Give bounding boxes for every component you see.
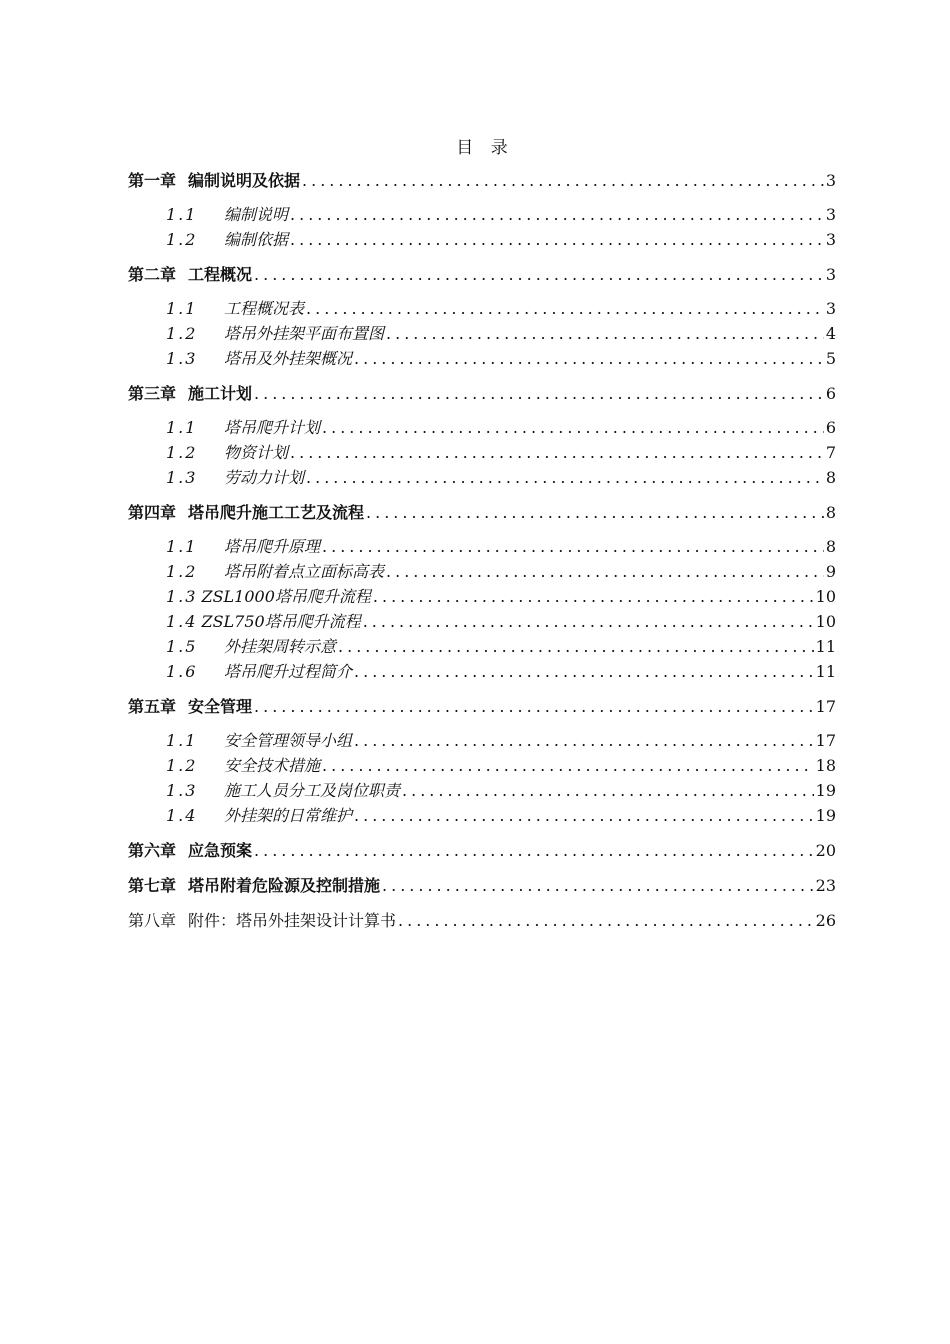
section-number: 1.4 [166,806,198,825]
dot-leader [254,838,814,863]
section-number: 1.3 [166,349,198,368]
page-number: 3 [825,171,836,190]
dot-leader [354,803,814,828]
page-number: 3 [825,230,836,249]
page-number: 23 [815,876,836,895]
toc-section-entry[interactable] [128,534,836,559]
toc-section-entry[interactable] [128,346,836,371]
dot-leader [322,534,824,559]
toc-section-entry[interactable] [128,584,836,609]
dot-leader [402,778,814,803]
section-number: 1.1 [166,418,198,437]
entry-title: 编制依据 [224,230,289,249]
section-number: 1.3 [166,587,198,606]
page-number: 7 [825,443,836,462]
entry-title: 编制说明及依据 [188,171,301,190]
entry-title: 塔吊附着点立面标高表 [224,562,385,581]
page-number: 11 [815,662,836,681]
dot-leader [290,227,824,252]
section-number: 1.1 [166,299,198,318]
dot-leader [386,559,824,584]
section-number: 1.3 [166,468,198,487]
dot-leader [322,753,814,778]
toc-section-entry[interactable] [128,634,836,659]
table-of-contents [128,168,836,933]
dot-leader [398,908,814,933]
page-number: 3 [825,205,836,224]
page-number: 5 [825,349,836,368]
section-number: 1.6 [166,662,198,681]
entry-title: 塔吊外挂架平面布置图 [224,324,385,343]
page-number: 9 [825,562,836,581]
section-number: 1.2 [166,443,198,462]
section-number: 1.1 [166,205,198,224]
dot-leader [373,584,814,609]
page-number: 17 [815,697,836,716]
entry-title: ZSL1000塔吊爬升流程 [201,587,371,606]
chapter-label: 第二章 [128,265,177,284]
toc-section-entry[interactable] [128,296,836,321]
entry-title: ZSL750塔吊爬升流程 [201,612,361,631]
toc-section-entry[interactable] [128,465,836,490]
toc-section-entry[interactable] [128,803,836,828]
entry-title: 施工计划 [188,384,253,403]
chapter-label: 第三章 [128,384,177,403]
chapter-label: 第五章 [128,697,177,716]
dot-leader [302,168,824,193]
page-number: 8 [825,537,836,556]
entry-title: 塔吊附着危险源及控制措施 [188,876,381,895]
page-number: 17 [815,731,836,750]
chapter-label: 第四章 [128,503,177,522]
toc-section-entry[interactable] [128,321,836,346]
toc-chapter-entry[interactable] [128,500,836,525]
toc-section-entry[interactable] [128,659,836,684]
entry-title: 塔吊爬升计划 [224,418,321,437]
entry-title: 安全管理领导小组 [224,731,353,750]
page-number: 6 [825,418,836,437]
dot-leader [366,500,824,525]
toc-chapter-entry[interactable] [128,908,836,933]
toc-chapter-entry[interactable] [128,694,836,719]
chapter-label: 第七章 [128,876,177,895]
entry-title: 塔吊爬升过程简介 [224,662,353,681]
toc-section-entry[interactable] [128,440,836,465]
dot-leader [306,465,824,490]
entry-title: 劳动力计划 [224,468,305,487]
toc-section-entry[interactable] [128,559,836,584]
dot-leader [290,440,824,465]
section-number: 1.1 [166,731,198,750]
dot-leader [306,296,824,321]
toc-section-entry[interactable] [128,778,836,803]
chapter-label: 第八章 [128,911,177,930]
dot-leader [322,415,824,440]
toc-chapter-entry[interactable] [128,168,836,193]
dot-leader [338,634,814,659]
section-number: 1.1 [166,537,198,556]
dot-leader [354,728,814,753]
entry-title: 施工人员分工及岗位职责 [224,781,401,800]
page-number: 3 [825,265,836,284]
page-number: 19 [815,781,836,800]
toc-chapter-entry[interactable] [128,838,836,863]
page-number: 6 [825,384,836,403]
entry-title: 塔吊爬升施工工艺及流程 [188,503,365,522]
entry-title: 安全技术措施 [224,756,321,775]
page-number: 8 [825,468,836,487]
dot-leader [254,694,814,719]
chapter-label: 第六章 [128,841,177,860]
section-number: 1.2 [166,230,198,249]
section-number: 1.5 [166,637,198,656]
entry-title: 塔吊爬升原理 [224,537,321,556]
dot-leader [363,609,814,634]
page-number: 10 [815,587,836,606]
page-number: 3 [825,299,836,318]
page-number: 26 [815,911,836,930]
entry-title: 塔吊及外挂架概况 [224,349,353,368]
section-number: 1.2 [166,756,198,775]
entry-title: 工程概况 [188,265,253,284]
page-number: 18 [815,756,836,775]
dot-leader [354,346,824,371]
toc-section-entry[interactable] [128,728,836,753]
entry-title: 物资计划 [224,443,289,462]
dot-leader [254,262,824,287]
page-number: 20 [815,841,836,860]
entry-title: 外挂架的日常维护 [224,806,353,825]
chapter-label: 第一章 [128,171,177,190]
section-number: 1.4 [166,612,198,631]
section-number: 1.2 [166,324,198,343]
page-number: 19 [815,806,836,825]
toc-section-entry[interactable] [128,202,836,227]
entry-title: 外挂架周转示意 [224,637,337,656]
section-number: 1.3 [166,781,198,800]
page-number: 8 [825,503,836,522]
entry-title: 应急预案 [188,841,253,860]
dot-leader [290,202,824,227]
toc-section-entry[interactable] [128,609,836,634]
entry-title: 工程概况表 [224,299,305,318]
dot-leader [354,659,814,684]
toc-section-entry[interactable] [128,753,836,778]
toc-chapter-entry[interactable] [128,262,836,287]
toc-title: 目 录 [456,138,514,158]
page-number: 11 [815,637,836,656]
page-number: 10 [815,612,836,631]
entry-title: 安全管理 [188,697,253,716]
toc-section-entry[interactable] [128,227,836,252]
page-number: 4 [825,324,836,343]
dot-leader [386,321,824,346]
toc-chapter-entry[interactable] [128,873,836,898]
entry-title: 附件：塔吊外挂架设计计算书 [188,911,397,930]
toc-chapter-entry[interactable] [128,381,836,406]
dot-leader [382,873,814,898]
toc-section-entry[interactable] [128,415,836,440]
section-number: 1.2 [166,562,198,581]
entry-title: 编制说明 [224,205,289,224]
dot-leader [254,381,824,406]
